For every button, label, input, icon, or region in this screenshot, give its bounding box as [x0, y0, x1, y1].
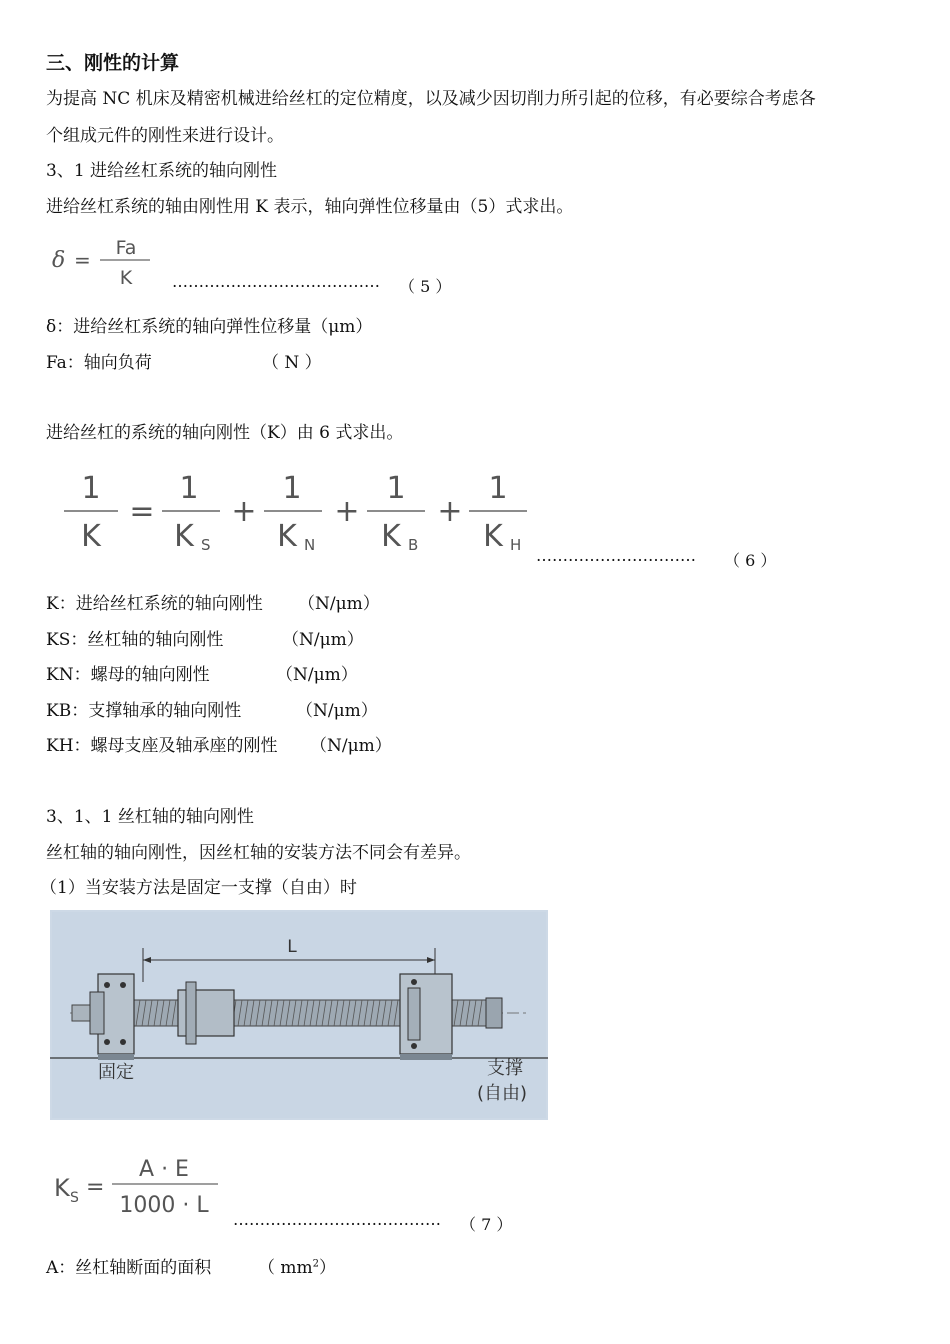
equation-7: [52, 1150, 232, 1224]
eq5-number: （ 5 ）: [399, 277, 452, 296]
eq6-term1-sub: S: [201, 536, 211, 554]
definition-kn-label: KN：螺母的轴向刚性: [46, 665, 210, 685]
subsection-3-1-1-text: 丝杠轴的轴向刚性，因丝杠轴的安装方法不同会有差异。: [46, 843, 471, 863]
eq5-denominator: K: [119, 267, 133, 289]
eq7-denominator: 1000 · L: [119, 1193, 209, 1218]
equation-5: [46, 232, 166, 292]
ball-screw-mounting-figure: [50, 910, 548, 1120]
eq5-lhs: δ: [52, 248, 66, 273]
eq7-leader-dots: …………………………………: [233, 1210, 441, 1229]
svg-text:=: =: [74, 248, 91, 272]
definition-a-label: A：丝杠轴断面的面积: [46, 1258, 212, 1278]
eq6-term4-sub: H: [510, 536, 522, 554]
eq6-term1-base: K: [174, 519, 194, 554]
eq6-term2-sub: N: [304, 536, 316, 554]
eq6-term2-numerator: 1: [282, 471, 302, 506]
subsection-3-1-title: 3、1 进给丝杠系统的轴向刚性: [46, 161, 278, 181]
eq5-leader-dots: …………………………………: [172, 272, 380, 291]
eq6-leader-dots: …………………………: [536, 546, 696, 565]
section-title: 三、刚性的计算: [46, 52, 180, 74]
support-label: 支撑: [487, 1058, 523, 1079]
definition-a-unit: （ $mm^2$）: [258, 1258, 337, 1278]
definition-kb-label: KB：支撑轴承的轴向刚性: [46, 701, 242, 721]
definition-delta: δ：进给丝杠系统的轴向弹性位移量（μm）: [46, 317, 373, 337]
intro-paragraph-line-2: 个组成元件的刚性来进行设计。: [46, 126, 284, 146]
equation-6: [54, 466, 534, 566]
eq6-lhs-numerator: 1: [81, 471, 101, 506]
eq6-number: （ 6 ）: [724, 551, 777, 570]
free-label: (自由): [477, 1083, 528, 1104]
definition-kh-unit: （N/μm）: [310, 736, 392, 756]
svg-text:=: =: [86, 1175, 105, 1200]
eq6-term3-sub: B: [408, 536, 419, 554]
eq7-number: （ 7 ）: [460, 1215, 513, 1234]
fixed-label: 固定: [98, 1062, 134, 1083]
eq6-term3-numerator: 1: [386, 471, 406, 506]
definition-fa-label: Fa：轴向负荷: [46, 353, 152, 373]
intro-paragraph-line-1: 为提高 NC 机床及精密机械进给丝杠的定位精度，以及减少因切削力所引起的位移，有必要综合考虑各: [46, 89, 816, 109]
eq6-term2-base: K: [277, 519, 297, 554]
eq7-lhs-base: K: [54, 1174, 70, 1202]
eq6-term3-base: K: [381, 519, 401, 554]
definition-ks-unit: （N/μm）: [282, 630, 364, 650]
definition-kn-unit: （N/μm）: [276, 665, 358, 685]
definition-k-label: K：进给丝杠系统的轴向刚性: [46, 594, 263, 614]
length-label: L: [287, 937, 297, 957]
eq7-numerator: A · E: [139, 1157, 189, 1182]
svg-text:+: +: [437, 494, 463, 529]
eq6-term4-numerator: 1: [488, 471, 508, 506]
case-1-text: （1）当安装方法是固定一支撑（自由）时: [40, 878, 357, 898]
definition-ks-label: KS：丝杠轴的轴向刚性: [46, 630, 224, 650]
subsection-3-1-1-title: 3、1、1 丝杠轴的轴向刚性: [46, 807, 254, 827]
svg-text:+: +: [231, 494, 257, 529]
definition-k-unit: （N/μm）: [298, 594, 380, 614]
eq6-lhs-denominator: K: [81, 519, 101, 554]
svg-text:+: +: [334, 494, 360, 529]
subsection-3-1-text: 进给丝杠系统的轴由刚性用 K 表示，轴向弹性位移量由（5）式求出。: [46, 197, 574, 217]
svg-text:=: =: [129, 494, 155, 529]
eq6-term4-base: K: [483, 519, 503, 554]
equation-6-intro: 进给丝杠的系统的轴向刚性（K）由 6 式求出。: [46, 423, 404, 443]
eq5-numerator: Fa: [115, 237, 137, 259]
definition-kh-label: KH：螺母支座及轴承座的刚性: [46, 736, 278, 756]
definition-kb-unit: （N/μm）: [296, 701, 378, 721]
definition-fa-unit: （ N ）: [262, 353, 322, 373]
eq6-term1-numerator: 1: [179, 471, 199, 506]
eq7-lhs-sub: S: [70, 1190, 79, 1206]
